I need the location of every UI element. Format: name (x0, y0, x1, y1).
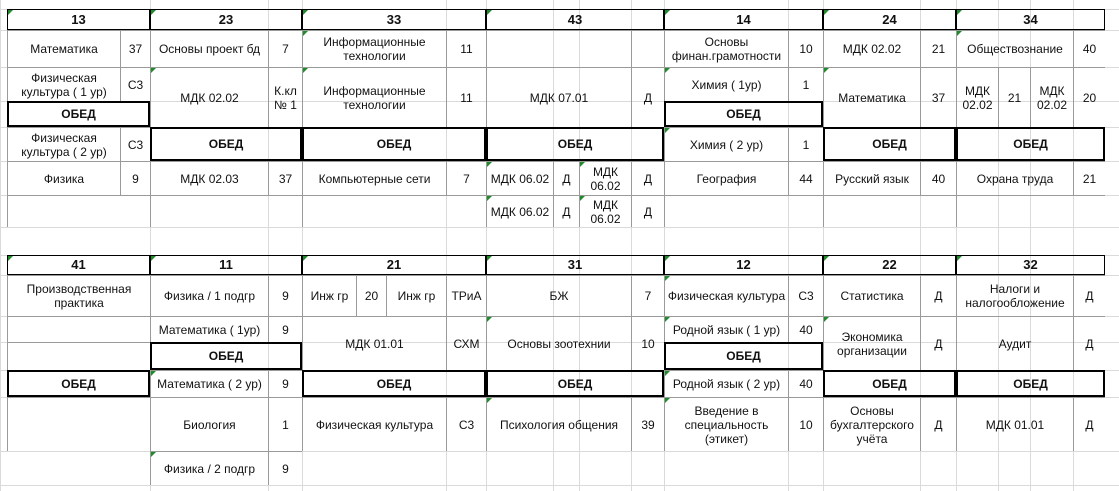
subject-cell[interactable] (7, 161, 120, 195)
group-header[interactable] (7, 255, 150, 275)
subject-cell[interactable] (579, 195, 631, 227)
room-cell[interactable] (120, 161, 150, 195)
subject-cell[interactable] (823, 30, 920, 67)
subject-cell[interactable] (823, 275, 920, 316)
lunch-cell[interactable] (486, 370, 664, 397)
room-cell[interactable] (268, 370, 302, 397)
room-cell[interactable] (268, 397, 302, 451)
cell-text: Информационные технологии (323, 83, 426, 112)
cell-text: МДК 02.02 (842, 42, 902, 56)
cell-text: МДК 01.01 (345, 336, 404, 351)
cell-text: 7 (282, 42, 289, 56)
empty-cell[interactable] (150, 195, 302, 227)
cell-text: 43 (567, 11, 583, 27)
comment-marker-icon (303, 10, 308, 15)
room-cell[interactable] (120, 30, 150, 67)
subject-cell[interactable] (664, 161, 788, 195)
cell-text: Физическая культура (315, 417, 434, 432)
cell-text: Статистика (840, 289, 904, 303)
comment-marker-icon (151, 256, 156, 261)
cell-text: 10 (799, 417, 813, 432)
subject-cell[interactable] (150, 370, 268, 397)
cell-text: Охрана труда (976, 171, 1054, 186)
comment-marker-icon (957, 31, 962, 36)
cell-text: 9 (282, 289, 289, 303)
subject-cell[interactable] (956, 316, 1073, 370)
subject-cell[interactable] (664, 127, 788, 161)
comment-marker-icon (487, 398, 492, 403)
cell-text: Основы бухгалтерского учёта (830, 403, 914, 446)
room-cell[interactable] (631, 316, 664, 370)
cell-text: Д (1085, 289, 1094, 303)
comment-marker-icon (665, 317, 670, 322)
cell-text: Математика (838, 90, 906, 105)
cell-text: Физическая культура ( 1 ур) (21, 70, 107, 99)
subject-cell[interactable] (823, 67, 920, 127)
room-cell[interactable] (920, 30, 956, 67)
cell-text: Инж гр (397, 289, 436, 303)
cell-text: Основы зоотехнии (507, 336, 611, 351)
subject-cell[interactable] (664, 30, 788, 67)
room-cell[interactable] (788, 370, 823, 397)
subject-cell[interactable] (150, 275, 268, 316)
room-cell[interactable] (788, 127, 823, 161)
room-cell[interactable] (553, 195, 579, 227)
empty-cell[interactable] (7, 195, 150, 227)
cell-text: Д (934, 336, 943, 351)
subject-cell[interactable] (150, 30, 268, 67)
cell-text: 37 (278, 171, 293, 186)
cell-text: 1 (802, 137, 810, 152)
cell-text: С3 (127, 137, 144, 152)
subject-cell[interactable] (486, 316, 631, 370)
room-cell[interactable] (446, 275, 486, 316)
cell-text: 34 (1023, 11, 1038, 27)
cell-text: Д (643, 204, 653, 219)
room-cell[interactable] (553, 161, 579, 195)
empty-cell[interactable] (7, 397, 150, 451)
lunch-cell[interactable] (664, 101, 823, 127)
cell-text: ОБЕД (557, 376, 593, 391)
cell-text: ОБЕД (872, 376, 907, 391)
subject-cell[interactable] (664, 67, 788, 101)
comment-marker-icon (151, 10, 156, 15)
cell-text: МДК 02.03 (180, 171, 239, 186)
cell-text: МДК 02.02 (962, 83, 993, 112)
cell-text: Экономика организации (837, 329, 907, 358)
group-header[interactable] (664, 255, 823, 275)
group-header[interactable] (823, 9, 956, 30)
subject-cell[interactable] (486, 195, 553, 227)
subject-cell[interactable] (386, 275, 446, 316)
cell-text: 21 (386, 257, 402, 272)
subject-cell[interactable] (823, 161, 920, 195)
group-header[interactable] (486, 9, 664, 30)
cell-text: 14 (736, 11, 751, 27)
cell-text: МДК 01.01 (985, 417, 1045, 432)
cell-text: Математика (30, 42, 98, 56)
lunch-cell[interactable] (150, 342, 302, 370)
room-cell[interactable] (631, 275, 664, 316)
cell-text: 37 (931, 90, 946, 105)
cell-text: 40 (799, 377, 813, 391)
cell-text: Физика (43, 171, 85, 186)
cell-text: ОБЕД (208, 137, 244, 151)
cell-text: МДК 02.02 (180, 90, 239, 105)
cell-text: Д (643, 171, 653, 186)
cell-text: 11 (460, 42, 473, 56)
room-cell[interactable] (1073, 397, 1105, 451)
cell-text: Химия ( 2 ур) (689, 137, 764, 152)
subject-cell[interactable] (7, 275, 150, 316)
room-cell[interactable] (920, 67, 956, 127)
cell-text: Химия ( 1ур) (691, 77, 762, 92)
subject-cell[interactable] (486, 275, 631, 316)
cell-text: 7 (644, 289, 652, 303)
room-cell[interactable] (788, 397, 823, 451)
subject-cell[interactable] (956, 30, 1073, 67)
subject-cell[interactable] (486, 30, 631, 67)
cell-text: 21 (1082, 171, 1097, 186)
cell-text: 22 (882, 257, 897, 272)
room-cell[interactable] (268, 451, 302, 485)
subject-cell[interactable] (302, 30, 446, 67)
subject-cell[interactable] (486, 161, 553, 195)
subject-cell[interactable] (664, 275, 788, 316)
cell-text: Физика / 2 подгр (163, 461, 256, 476)
room-cell[interactable] (788, 275, 823, 316)
cell-text: География (696, 171, 757, 186)
cell-text: МДК 06.02 (490, 204, 550, 219)
room-cell[interactable] (1073, 161, 1105, 195)
room-cell[interactable] (446, 397, 486, 451)
comment-marker-icon (665, 371, 670, 376)
cell-text: 21 (931, 42, 946, 56)
room-cell[interactable] (268, 30, 302, 67)
comment-marker-icon (303, 68, 308, 73)
cell-text: ОБЕД (61, 376, 96, 391)
subject-cell[interactable] (150, 316, 268, 342)
cell-text: С3 (798, 289, 814, 303)
cell-text: 40 (1082, 42, 1097, 56)
room-cell[interactable] (998, 67, 1030, 127)
cell-text: 21 (1007, 90, 1022, 105)
comment-marker-icon (151, 452, 156, 457)
group-header[interactable] (486, 255, 664, 275)
cell-text: 9 (132, 171, 139, 186)
cell-text: 9 (282, 461, 289, 476)
empty-cell[interactable] (823, 195, 956, 227)
cell-text: МДК 07.01 (529, 90, 589, 105)
empty-cell[interactable] (664, 195, 823, 227)
empty-cell[interactable] (7, 316, 150, 342)
room-cell[interactable] (920, 275, 956, 316)
comment-marker-icon (8, 256, 13, 261)
room-cell[interactable] (268, 67, 302, 127)
room-cell[interactable] (446, 67, 486, 127)
group-header[interactable] (150, 255, 302, 275)
cell-text: 40 (931, 171, 946, 186)
cell-text: Основы проект бд (158, 42, 261, 56)
room-cell[interactable] (788, 316, 823, 342)
cell-text: ОБЕД (726, 107, 761, 121)
cell-text: МДК 06.02 (590, 164, 621, 193)
cell-text: Д (643, 90, 653, 105)
empty-cell[interactable] (7, 342, 150, 370)
subject-cell[interactable] (150, 451, 268, 485)
room-cell[interactable] (788, 67, 823, 101)
group-header[interactable] (823, 255, 956, 275)
group-header[interactable] (7, 9, 150, 30)
cell-text: 7 (463, 171, 470, 186)
subject-cell[interactable] (956, 275, 1073, 316)
lunch-cell[interactable] (7, 370, 150, 397)
room-cell[interactable] (268, 316, 302, 342)
subject-cell[interactable] (302, 316, 446, 370)
room-cell[interactable] (446, 316, 486, 370)
room-cell[interactable] (120, 127, 150, 161)
room-cell[interactable] (631, 195, 664, 227)
comment-marker-icon (487, 256, 492, 261)
cell-text: 24 (882, 11, 897, 27)
cell-text: 40 (799, 322, 813, 337)
comment-marker-icon (824, 256, 829, 261)
cell-text: ТРиА (451, 289, 482, 303)
cell-text: ОБЕД (376, 376, 412, 391)
cell-text: Информационные технологии (323, 35, 426, 63)
cell-text: 9 (282, 322, 289, 337)
subject-cell[interactable] (7, 67, 120, 101)
comment-marker-icon (665, 128, 670, 133)
cell-text: Д (562, 171, 571, 186)
subject-cell[interactable] (823, 316, 920, 370)
comment-marker-icon (665, 256, 670, 261)
room-cell[interactable] (446, 30, 486, 67)
room-cell[interactable] (920, 397, 956, 451)
cell-text: Биология (183, 417, 236, 432)
subject-cell[interactable] (579, 161, 631, 195)
room-cell[interactable] (631, 397, 664, 451)
subject-cell[interactable] (150, 161, 268, 195)
cell-text: Физическая культура (667, 289, 786, 303)
cell-text: 11 (219, 257, 233, 272)
empty-cell[interactable] (956, 195, 1105, 227)
cell-text: Д (1085, 417, 1094, 432)
comment-marker-icon (665, 10, 670, 15)
cell-text: 20 (364, 289, 379, 303)
lunch-cell[interactable] (302, 127, 486, 161)
cell-text: Компьютерные сети (318, 171, 431, 186)
subject-cell[interactable] (664, 370, 788, 397)
comment-marker-icon (487, 317, 492, 322)
comment-marker-icon (8, 10, 13, 15)
cell-text: Основы финан.грамотности (671, 35, 782, 63)
cell-text: 31 (567, 257, 583, 272)
room-cell[interactable] (920, 161, 956, 195)
cell-text: 41 (71, 257, 86, 272)
cell-text: МДК 06.02 (490, 171, 550, 186)
comment-marker-icon (151, 371, 156, 376)
cell-text: 1 (282, 417, 289, 432)
room-cell[interactable] (120, 67, 150, 101)
comment-marker-icon (487, 162, 492, 167)
cell-text: К.кл № 1 (274, 83, 297, 112)
room-cell[interactable] (1073, 30, 1105, 67)
cell-text: ОБЕД (61, 107, 96, 121)
lunch-cell[interactable] (823, 127, 956, 161)
comment-marker-icon (665, 398, 670, 403)
lunch-cell[interactable] (302, 370, 486, 397)
cell-text: Налоги и налогообложение (965, 282, 1065, 310)
cell-text: 9 (282, 377, 289, 391)
cell-text: С3 (127, 77, 144, 92)
cell-text: Д (1085, 336, 1094, 351)
comment-marker-icon (665, 276, 670, 281)
cell-text: ОБЕД (1013, 376, 1048, 391)
room-cell[interactable] (1073, 316, 1105, 370)
cell-text: 32 (1023, 257, 1038, 272)
group-header[interactable] (956, 9, 1105, 30)
subject-cell[interactable] (302, 397, 446, 451)
cell-text: 39 (641, 417, 655, 432)
cell-text: ОБЕД (208, 349, 244, 363)
subject-cell[interactable] (956, 397, 1073, 451)
comment-marker-icon (824, 68, 829, 73)
gridline (0, 227, 1119, 228)
lunch-cell[interactable] (823, 370, 956, 397)
comment-marker-icon (580, 162, 585, 167)
room-cell[interactable] (1073, 275, 1105, 316)
room-cell[interactable] (920, 316, 956, 370)
group-header[interactable] (302, 9, 486, 30)
comment-marker-icon (151, 68, 156, 73)
subject-cell[interactable] (150, 67, 268, 127)
cell-text: Инж гр (310, 289, 349, 303)
group-header[interactable] (302, 255, 486, 275)
cell-text: Родной язык ( 1 ур) (672, 322, 781, 337)
subject-cell[interactable] (1030, 67, 1073, 127)
room-cell[interactable] (631, 30, 664, 67)
room-cell[interactable] (268, 161, 302, 195)
subject-cell[interactable] (486, 397, 631, 451)
room-cell[interactable] (788, 161, 823, 195)
comment-marker-icon (303, 31, 308, 36)
cell-text: Производственная практика (26, 282, 132, 310)
subject-cell[interactable] (956, 67, 998, 127)
subject-cell[interactable] (302, 161, 446, 195)
cell-text: 33 (386, 11, 402, 27)
lunch-cell[interactable] (956, 127, 1105, 161)
cell-text: Математика ( 1ур) (158, 322, 261, 337)
cell-text: Д (934, 289, 943, 303)
lunch-cell[interactable] (486, 127, 664, 161)
cell-text: Родной язык ( 2 ур) (672, 377, 781, 391)
cell-text: Физическая культура ( 2 ур) (21, 130, 107, 159)
cell-text: ОБЕД (1013, 137, 1048, 151)
cell-text: С3 (458, 417, 475, 432)
subject-cell[interactable] (302, 275, 356, 316)
cell-text: 13 (71, 11, 86, 27)
lunch-cell[interactable] (664, 342, 823, 370)
comment-marker-icon (303, 256, 308, 261)
lunch-cell[interactable] (150, 127, 302, 161)
subject-cell[interactable] (150, 397, 268, 451)
cell-text: Математика ( 2 ур) (157, 377, 262, 391)
cell-text: ОБЕД (557, 137, 593, 151)
comment-marker-icon (487, 196, 492, 201)
cell-text: ОБЕД (726, 349, 761, 363)
group-header[interactable] (664, 9, 823, 30)
comment-marker-icon (957, 256, 962, 261)
cell-text: 12 (736, 257, 751, 272)
cell-text: 11 (460, 90, 473, 105)
cell-text: 10 (799, 42, 813, 56)
lunch-cell[interactable] (7, 101, 150, 127)
room-cell[interactable] (631, 67, 664, 127)
cell-text: Обществознание (967, 42, 1063, 56)
cell-text: 44 (799, 171, 813, 186)
subject-cell[interactable] (7, 127, 120, 161)
room-cell[interactable] (788, 30, 823, 67)
cell-text: 1 (802, 77, 810, 92)
room-cell[interactable] (1073, 67, 1105, 127)
cell-text: БЖ (549, 289, 569, 303)
comment-marker-icon (665, 68, 670, 73)
gridline (0, 0, 1, 491)
cell-text: СХМ (453, 336, 480, 351)
room-cell[interactable] (268, 275, 302, 316)
cell-text: 10 (641, 336, 655, 351)
cell-text: МДК 06.02 (590, 197, 621, 226)
group-header[interactable] (150, 9, 302, 30)
cell-text: 23 (218, 11, 234, 27)
cell-text: Аудит (998, 336, 1032, 351)
cell-text: Д (562, 204, 571, 219)
room-cell[interactable] (446, 161, 486, 195)
subject-cell[interactable] (956, 161, 1073, 195)
cell-text: ОБЕД (872, 137, 907, 151)
cell-text: Русский язык (835, 171, 909, 186)
subject-cell[interactable] (7, 30, 120, 67)
room-cell[interactable] (631, 161, 664, 195)
subject-cell[interactable] (302, 67, 446, 127)
room-cell[interactable] (356, 275, 386, 316)
cell-text: Физика / 1 подгр (163, 289, 256, 303)
subject-cell[interactable] (664, 397, 788, 451)
subject-cell[interactable] (823, 397, 920, 451)
comment-marker-icon (824, 317, 829, 322)
cell-text: ОБЕД (376, 137, 412, 151)
comment-marker-icon (824, 10, 829, 15)
cell-text: Д (934, 417, 943, 432)
cell-text: 20 (1082, 90, 1097, 105)
comment-marker-icon (957, 10, 962, 15)
cell-text: Психология общения (499, 417, 619, 432)
cell-text: 37 (128, 42, 143, 56)
comment-marker-icon (487, 10, 492, 15)
empty-cell[interactable] (302, 195, 486, 227)
subject-cell[interactable] (486, 67, 631, 127)
cell-text: Введение в специальность (этикет) (684, 403, 769, 446)
gridline (0, 485, 1119, 486)
subject-cell[interactable] (664, 316, 788, 342)
comment-marker-icon (580, 196, 585, 201)
cell-text: МДК 02.02 (1036, 83, 1068, 112)
lunch-cell[interactable] (956, 370, 1105, 397)
group-header[interactable] (956, 255, 1105, 275)
